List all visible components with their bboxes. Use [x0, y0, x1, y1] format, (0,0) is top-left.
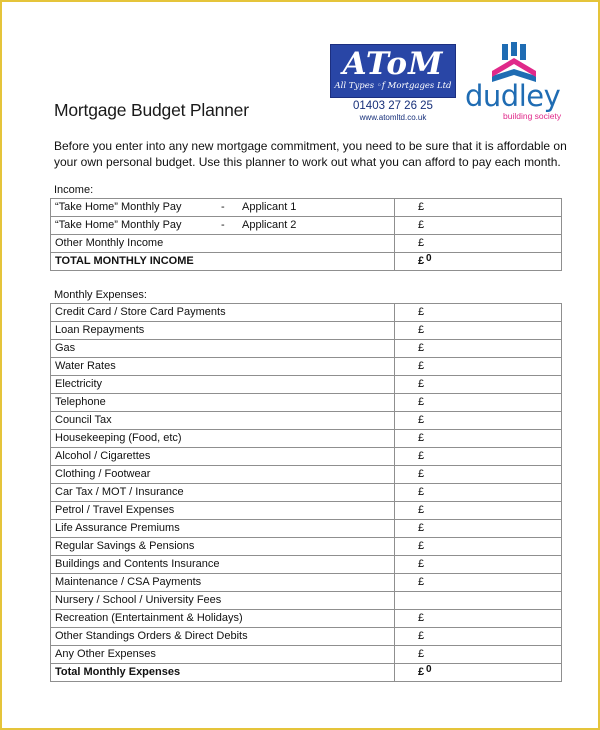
expense-amount-field[interactable]: [395, 538, 562, 556]
expense-label-cell: [51, 358, 395, 376]
pay-dash: -: [221, 219, 225, 231]
expense-label: Gas: [55, 342, 76, 354]
expense-label: Buildings and Contents Insurance: [55, 558, 220, 570]
income-label-cell: [51, 235, 395, 253]
currency-symbol: £: [418, 219, 425, 231]
expenses-total-value: 0: [426, 664, 432, 675]
dudley-building-icon: [462, 42, 562, 84]
expenses-heading: Monthly Expenses:: [54, 289, 147, 301]
currency-symbol: £: [418, 540, 425, 552]
expense-label-cell: [51, 412, 395, 430]
dudley-logo: [462, 42, 562, 122]
expense-amount-field[interactable]: [395, 304, 562, 322]
expense-label: Loan Repayments: [55, 324, 145, 336]
other-income-label: Other Monthly Income: [55, 237, 164, 249]
income-heading: Income:: [54, 184, 94, 196]
table-row: [51, 376, 562, 394]
table-row: [51, 304, 562, 322]
table-row: [51, 340, 562, 358]
currency-symbol: £: [418, 576, 425, 588]
table-row: [51, 538, 562, 556]
applicant-label: Applicant 1: [242, 201, 297, 213]
income-amount-field[interactable]: [395, 199, 562, 217]
expense-label-cell: [51, 340, 395, 358]
currency-symbol: £: [418, 360, 425, 372]
table-row: [51, 322, 562, 340]
table-row: [51, 574, 562, 592]
table-row: [51, 394, 562, 412]
currency-symbol: £: [418, 450, 425, 462]
expense-label: Regular Savings & Pensions: [55, 540, 195, 552]
expense-amount-field[interactable]: [395, 484, 562, 502]
expenses-total-row: [51, 664, 562, 682]
expense-amount-field[interactable]: [395, 610, 562, 628]
currency-symbol: £: [418, 648, 425, 660]
currency-symbol: £: [418, 396, 425, 408]
expense-label-cell: [51, 628, 395, 646]
dudley-wordmark: dudley: [465, 79, 561, 113]
expense-label: Life Assurance Premiums: [55, 522, 180, 534]
expense-label-cell: [51, 520, 395, 538]
table-row: [51, 412, 562, 430]
page-title: Mortgage Budget Planner: [54, 100, 249, 120]
pay-label: “Take Home” Monthly Pay: [55, 219, 182, 231]
currency-symbol: £: [418, 201, 425, 213]
expense-label-cell: [51, 376, 395, 394]
expense-label-cell: [51, 538, 395, 556]
atom-logo-box: [330, 44, 456, 98]
income-total-label: TOTAL MONTHLY INCOME: [55, 255, 194, 267]
pay-label: “Take Home” Monthly Pay: [55, 201, 182, 213]
table-row: [51, 217, 562, 235]
expense-amount-field[interactable]: [395, 574, 562, 592]
atom-phone: 01403 27 26 25: [353, 100, 433, 112]
income-label-cell: [51, 217, 395, 235]
expense-label-cell: [51, 556, 395, 574]
income-total-label-cell: [51, 253, 395, 271]
expense-label-cell: [51, 502, 395, 520]
atom-logo: [330, 44, 456, 123]
expense-amount-field[interactable]: [395, 556, 562, 574]
expense-amount-field[interactable]: [395, 592, 562, 610]
table-row: [51, 502, 562, 520]
currency-symbol: £: [418, 237, 425, 249]
expense-label-cell: [51, 592, 395, 610]
expense-label: Telephone: [55, 396, 106, 408]
dudley-tagline: building society: [503, 111, 562, 121]
income-total-amount: [395, 253, 562, 271]
expense-amount-field[interactable]: [395, 322, 562, 340]
expense-amount-field[interactable]: [395, 448, 562, 466]
currency-symbol: £: [418, 486, 425, 498]
expense-label-cell: [51, 466, 395, 484]
currency-symbol: £: [418, 378, 425, 390]
expense-label-cell: [51, 574, 395, 592]
atom-logo-mark: AToM: [342, 46, 444, 82]
expense-amount-field[interactable]: [395, 412, 562, 430]
income-total-row: [51, 253, 562, 271]
income-amount-field[interactable]: [395, 217, 562, 235]
budget-planner-page: [2, 2, 598, 728]
expense-label: Other Standings Orders & Direct Debits: [55, 630, 248, 642]
expense-label-cell: [51, 394, 395, 412]
table-row: [51, 628, 562, 646]
table-row: [51, 466, 562, 484]
expense-label-cell: [51, 430, 395, 448]
currency-symbol: £: [418, 324, 425, 336]
expense-label: Electricity: [55, 378, 103, 390]
expense-label: Clothing / Footwear: [55, 468, 151, 480]
expense-label-cell: [51, 646, 395, 664]
currency-symbol: £: [418, 612, 425, 624]
currency-symbol: £: [418, 414, 425, 426]
income-total-value: 0: [426, 253, 432, 264]
expenses-table: [50, 303, 562, 682]
income-label-cell: [51, 199, 395, 217]
expense-label: Any Other Expenses: [55, 648, 156, 660]
expense-label: Car Tax / MOT / Insurance: [55, 486, 184, 498]
expenses-total-label-cell: [51, 664, 395, 682]
intro-text: Before you enter into any new mortgage commitment, you need to be sure that it is affordable on your own personal budget. Use this planner to work out what you can afford to pay each month.: [54, 139, 567, 169]
expense-label-cell: [51, 304, 395, 322]
currency-symbol: £: [418, 342, 425, 354]
table-row: [51, 592, 562, 610]
currency-symbol: £: [418, 630, 425, 642]
expense-label-cell: [51, 484, 395, 502]
expense-amount-field[interactable]: [395, 430, 562, 448]
table-row: [51, 358, 562, 376]
atom-url: www.atomltd.co.uk: [359, 113, 427, 122]
expense-amount-field[interactable]: [395, 502, 562, 520]
table-row: [51, 199, 562, 217]
table-row: [51, 448, 562, 466]
currency-symbol: £: [418, 504, 425, 516]
expense-label: Petrol / Travel Expenses: [55, 504, 175, 516]
expense-amount-field[interactable]: [395, 466, 562, 484]
currency-symbol: £: [418, 666, 425, 678]
expense-amount-field[interactable]: [395, 340, 562, 358]
expense-amount-field[interactable]: [395, 628, 562, 646]
expense-label: Maintenance / CSA Payments: [55, 576, 202, 588]
atom-logo-subtitle: All Types ◦f Mortgages Ltd: [334, 81, 452, 91]
expenses-total-amount: [395, 664, 562, 682]
table-row: [51, 484, 562, 502]
table-row: [51, 520, 562, 538]
expense-label-cell: [51, 448, 395, 466]
expense-label: Water Rates: [55, 360, 116, 372]
table-row: [51, 610, 562, 628]
expense-label: Recreation (Entertainment & Holidays): [55, 612, 243, 624]
expense-amount-field[interactable]: [395, 376, 562, 394]
currency-symbol: £: [418, 432, 425, 444]
expense-amount-field[interactable]: [395, 520, 562, 538]
income-amount-field[interactable]: [395, 235, 562, 253]
currency-symbol: £: [418, 522, 425, 534]
table-row: [51, 430, 562, 448]
expenses-total-label: Total Monthly Expenses: [55, 666, 181, 678]
currency-symbol: £: [418, 306, 425, 318]
table-row: [51, 235, 562, 253]
currency-symbol: £: [418, 558, 425, 570]
expense-label: Council Tax: [55, 414, 112, 426]
expense-label: Nursery / School / University Fees: [55, 594, 222, 606]
expense-label: Credit Card / Store Card Payments: [55, 306, 226, 318]
expense-amount-field[interactable]: [395, 646, 562, 664]
expense-label-cell: [51, 322, 395, 340]
pay-dash: -: [221, 201, 225, 213]
expense-label: Alcohol / Cigarettes: [55, 450, 151, 462]
table-row: [51, 646, 562, 664]
currency-symbol: £: [418, 468, 425, 480]
table-row: [51, 556, 562, 574]
applicant-label: Applicant 2: [242, 219, 297, 231]
expense-amount-field[interactable]: [395, 358, 562, 376]
income-table: [50, 198, 562, 271]
expense-label: Housekeeping (Food, etc): [55, 432, 182, 444]
expense-amount-field[interactable]: [395, 394, 562, 412]
expense-label-cell: [51, 610, 395, 628]
currency-symbol: £: [418, 255, 425, 267]
